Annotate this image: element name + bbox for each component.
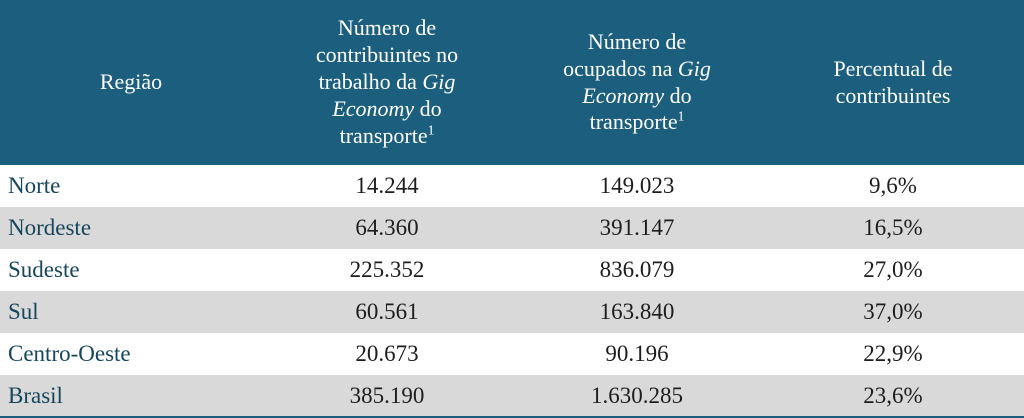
cell-ocupados: 163.840 [599, 299, 675, 324]
cell-region: Norte [8, 173, 61, 198]
cell-contribuintes: 20.673 [355, 341, 419, 366]
cell-percentual: 9,6% [869, 173, 917, 198]
header-text-economy: Economy [332, 95, 415, 121]
header-text-do: do [414, 95, 442, 121]
footnote-marker: 1 [427, 122, 435, 138]
table-row [0, 375, 1024, 417]
cell-region: Brasil [0, 375, 262, 417]
header-text-do: do [664, 82, 692, 108]
cell-contribuintes: 64.360 [355, 215, 419, 240]
cell-region: Sudeste [8, 257, 80, 282]
header-line-2: contribuintes [835, 82, 951, 108]
cell-ocupados: 149.023 [599, 173, 675, 198]
column-header-region [0, 0, 262, 165]
cell-percentual: 37,0% [863, 299, 923, 324]
cell-percentual: 16,5% [863, 215, 923, 240]
cell-percentual: 27,0% [863, 257, 923, 282]
table-row [0, 249, 1024, 291]
header-line-1: Número de [587, 28, 687, 54]
cell-contribuintes: 225.352 [349, 257, 425, 282]
cell-contribuintes: 385.190 [262, 375, 512, 417]
cell-percentual: 22,9% [863, 341, 923, 366]
header-text-transporte: transporte [589, 109, 678, 135]
table-header-row [0, 0, 1024, 165]
table-row [0, 165, 1024, 207]
cell-ocupados: 836.079 [599, 257, 675, 282]
header-line-4 [512, 109, 762, 136]
table-row [0, 291, 1024, 333]
cell-region: Nordeste [8, 215, 92, 240]
column-header-contribuintes [262, 0, 512, 165]
table-body [0, 165, 1024, 417]
cell-ocupados: 1.630.285 [512, 375, 762, 417]
table-row [0, 207, 1024, 249]
header-line-1: Percentual de [833, 55, 953, 81]
cell-percentual: 23,6% [762, 375, 1024, 417]
table-row [0, 333, 1024, 375]
cell-contribuintes: 60.561 [355, 299, 419, 324]
header-text-ocupados: ocupados na [563, 55, 678, 81]
cell-ocupados: 391.147 [599, 215, 675, 240]
header-line-4 [262, 96, 512, 123]
header-text-transporte: transporte [339, 122, 428, 148]
header-text-gig: Gig [422, 69, 456, 95]
header-line-2: contribuintes no [315, 42, 459, 68]
column-header-percentual [762, 0, 1024, 165]
header-text-economy: Economy [582, 82, 665, 108]
header-line-3 [262, 69, 512, 96]
cell-contribuintes: 14.244 [355, 173, 419, 198]
cell-ocupados: 90.196 [605, 341, 669, 366]
header-line-2 [512, 56, 762, 83]
header-text-trabalho: trabalho da [318, 69, 423, 95]
table-header [0, 0, 1024, 165]
footnote-marker: 1 [677, 109, 685, 124]
cell-region: Sul [8, 299, 39, 324]
header-line-5 [262, 123, 512, 150]
column-header-ocupados [512, 0, 762, 165]
header-line-3 [512, 83, 762, 110]
header-text-gig: Gig [677, 55, 711, 81]
column-header-region-label: Região [99, 69, 163, 95]
cell-region: Centro-Oeste [8, 341, 131, 366]
header-line-1: Número de [337, 15, 437, 41]
